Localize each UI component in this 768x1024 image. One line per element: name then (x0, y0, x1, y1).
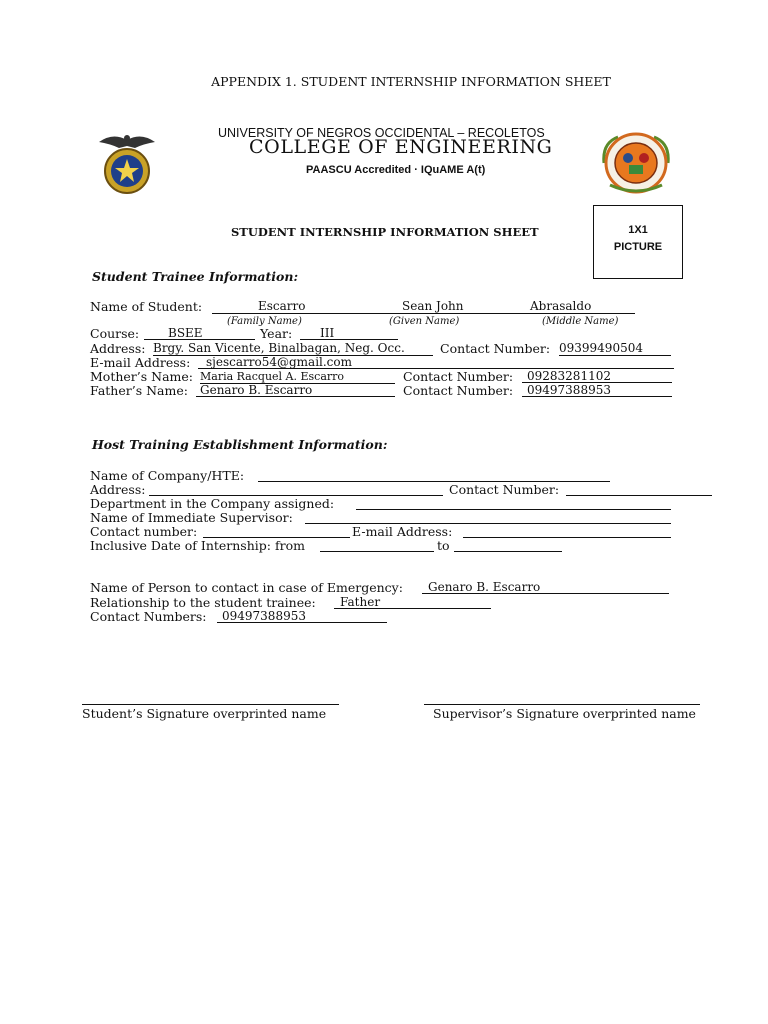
given-name-caption: (Given Name) (389, 316, 460, 327)
sheet-title: STUDENT INTERNSHIP INFORMATION SHEET (231, 225, 539, 239)
mother-contact-value: 09283281102 (522, 370, 672, 383)
contact-label: Contact Number: (440, 341, 551, 356)
course-value: BSEE (144, 327, 255, 340)
picture-size: 1X1 (628, 224, 648, 236)
given-name-value: Sean John (402, 299, 464, 313)
emergency-numbers-label: Contact Numbers: (90, 609, 207, 624)
picture-box (593, 205, 683, 279)
emergency-person-value: Genaro B. Escarro (422, 581, 669, 594)
student-section-title: Student Trainee Information: (92, 269, 299, 284)
date-to-line[interactable] (454, 551, 562, 552)
university-seal-logo (95, 128, 159, 196)
student-signature-line[interactable] (82, 704, 339, 705)
company-label: Name of Company/HTE: (90, 468, 245, 483)
father-label: Father’s Name: (90, 383, 188, 398)
contact-value: 09399490504 (559, 342, 671, 356)
supervisor-signature-label: Supervisor’s Signature overprinted name (433, 706, 696, 721)
to-label: to (437, 538, 450, 553)
relationship-value: Father (334, 596, 491, 609)
address-value: Brgy. San Vicente, Binalbagan, Neg. Occ. (153, 342, 433, 356)
host-address-label: Address: (90, 482, 146, 497)
relationship-label: Relationship to the student trainee: (90, 595, 316, 610)
middle-name-value: Abrasaldo (530, 299, 592, 313)
supervisor-signature-line[interactable] (424, 704, 700, 705)
mother-label: Mother’s Name: (90, 369, 193, 384)
name-line (212, 300, 635, 314)
father-value: Genaro B. Escarro (196, 384, 395, 397)
college-engineering-seal-logo (596, 131, 676, 195)
appendix-title: APPENDIX 1. STUDENT INTERNSHIP INFORMATION SHEET (211, 74, 611, 89)
address-label: Address: (90, 341, 146, 356)
mother-value: Maria Racquel A. Escarro (200, 370, 395, 384)
father-contact-value: 09497388953 (522, 384, 672, 397)
supervisor-label: Name of Immediate Supervisor: (90, 510, 293, 525)
name-label: Name of Student: (90, 299, 203, 314)
accreditation-line: PAASCU Accredited · IQuAME A(t) (306, 164, 486, 176)
course-label: Course: (90, 326, 140, 341)
middle-name-caption: (Middle Name) (542, 316, 619, 327)
department-line[interactable] (356, 509, 671, 510)
department-label: Department in the Company assigned: (90, 496, 335, 511)
year-value: III (300, 327, 398, 340)
host-email-label: E-mail Address: (352, 524, 453, 539)
email-value: sjescarro54@gmail.com (198, 356, 674, 369)
dates-label: Inclusive Date of Internship: from (90, 538, 305, 553)
year-label: Year: (260, 326, 293, 341)
emergency-person-label: Name of Person to contact in case of Emergency: (90, 580, 403, 595)
host-contact-label: Contact Number: (449, 482, 560, 497)
host-section-title: Host Training Establishment Information: (92, 437, 388, 452)
picture-label: PICTURE (613, 241, 663, 253)
college-name: COLLEGE OF ENGINEERING (249, 136, 553, 158)
family-name-caption: (Family Name) (227, 316, 302, 327)
university-name: UNIVERSITY OF NEGROS OCCIDENTAL – RECOLETOS (218, 126, 545, 140)
father-contact-label: Contact Number: (403, 383, 514, 398)
host-contact-number-label: Contact number: (90, 524, 198, 539)
host-email-line[interactable] (463, 537, 671, 538)
student-signature-label: Student’s Signature overprinted name (82, 706, 327, 721)
email-label: E-mail Address: (90, 355, 191, 370)
family-name-value: Escarro (258, 299, 306, 313)
host-contact-line[interactable] (566, 495, 712, 496)
emergency-numbers-value: 09497388953 (217, 610, 387, 623)
date-from-line[interactable] (320, 551, 434, 552)
mother-contact-label: Contact Number: (403, 369, 514, 384)
